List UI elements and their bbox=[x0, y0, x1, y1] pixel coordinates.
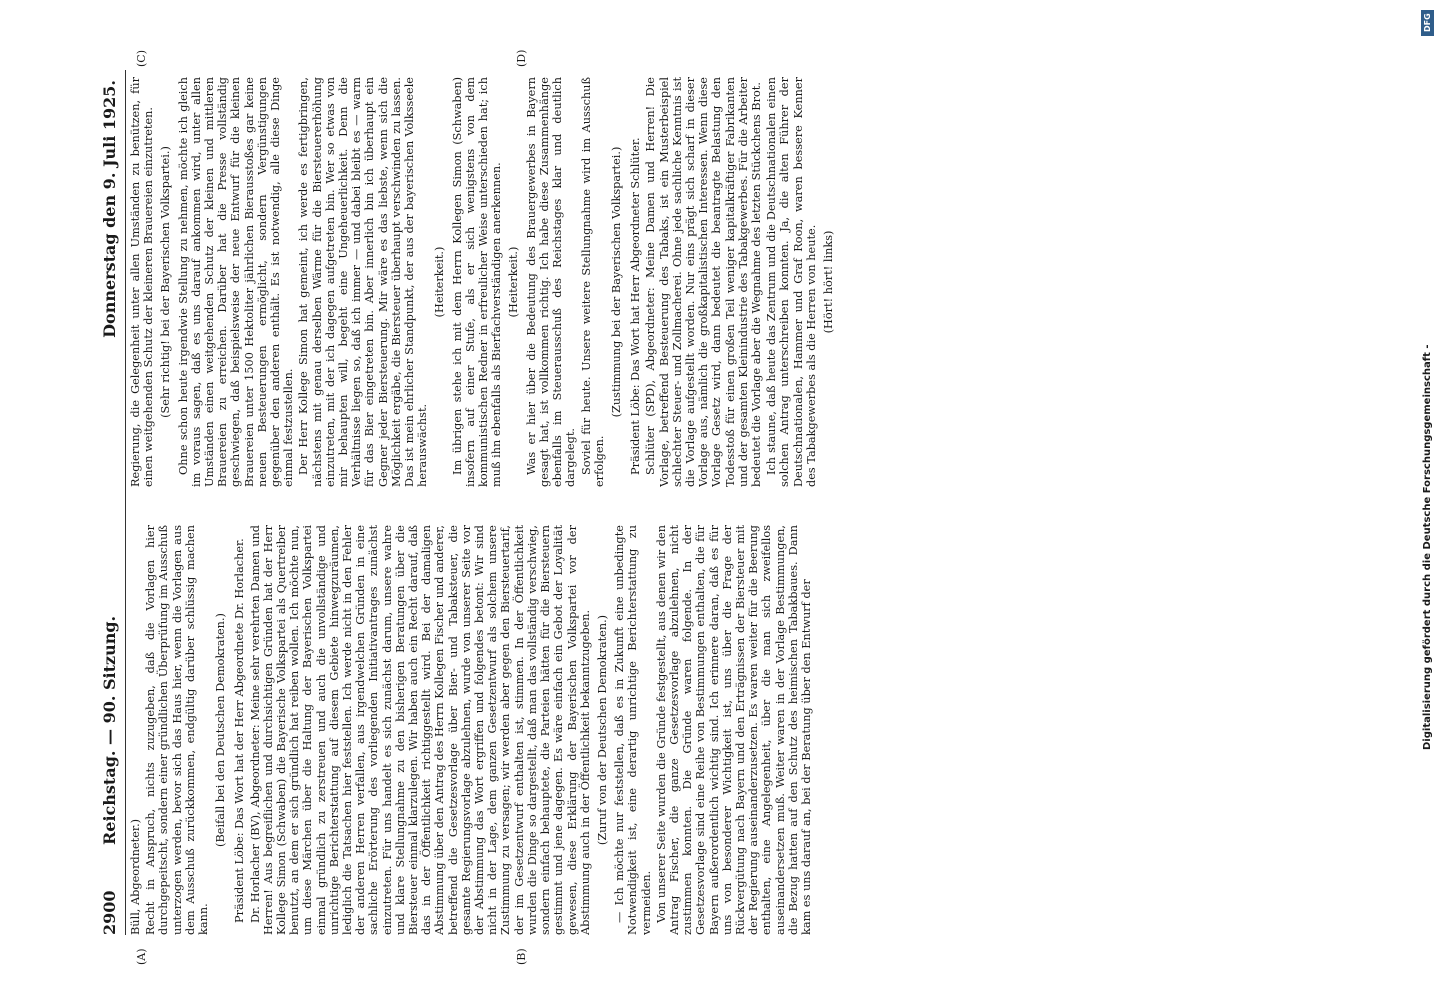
paragraph: Im übrigen stehe ich mit dem Herrn Kollegen Simon (Schwaben) insofern auf einer Stufe, als er sich wenigstens von dem kommunistischen Redner in erfreulicher Weise unterschieden hat; ich muß ihn ebenfalls als Bierfachverständigen anerkennen. bbox=[450, 77, 504, 487]
header-rule bbox=[125, 70, 126, 935]
paragraph: Büll, Abgeordneter.) bbox=[129, 818, 142, 935]
paragraph: Dr. Horlacher (BV), Abgeordneter: Meine sehr verehrten Damen und Herren! Aus begreiflichen und durchsichtigen Gründen hat der Herr Kollege Simon (Schwaben) die Bayerische Volkspartei als Quertreiber benutzt, an dem er sich gründlich hat reiben wollen. Ich möchte nun, um diese Märchen über die Haltung der Bayerischen Volkspartei einmal gründlich zu zerstreuen und auch die unvollständige und unrichtige Berichterstattung auf diesem Gebiete hinwegzuräumen, lediglich die Tatsachen hier feststellen. Ich werde nicht in den Fehler der anderen Herren verfallen, aus irgendwelchen Gründen in eine sachliche Erörterung des vorliegenden Initiativantrages zunächst einzutreten. Für uns handelt es sich zunächst darum, unsere wahre und klare Stellungnahme zu den bisherigen Beratungen über die Biersteuer einmal klarzulegen. Wir haben auch ein Recht darauf, daß das in der Öffentlichkeit richtiggestellt wird. Bei der damaligen Abstimmung über den Antrag des Herrn Kollegen Fischer und anderer, betreffend die Gesetzesvorlage über Bier- und Tabaksteuer, die gesamte Regierungsvorlage abzulehnen, wurde von unserer Seite vor der Abstimmung das Wort ergriffen und folgendes betont: Wir sind nicht in der Lage, dem ganzen Gesetzentwurf als solchem unsere Zustimmung zu versagen; wir werden aber gegen den Biersteuertarif, der im Gesetzentwurf enthalten ist, stimmen. In der Öffentlichkeit wurden die Dinge so dargestellt, daß man das vollständig verschwieg, sondern einfach behauptete, die Parteien hätten für die Biersteuern gestimmt und jene dagegen. Es wäre einfach ein Gebot der Loyalität gewesen, diese Erklärung der Bayerischen Volkspartei vor der Abstimmung auch in der Öffentlichkeit bekanntzugeben. bbox=[248, 525, 592, 935]
paragraph: Regierung, die Gelegenheit unter allen Umständen zu benützen, für einen weitgehenden Schutz der kleineren Brauereien einzutreten. bbox=[129, 77, 156, 487]
header-left: Reichstag. — 90. Sitzung. bbox=[99, 615, 119, 845]
rotated-page bbox=[95, 49, 1365, 965]
paragraph: Recht in Anspruch, nichts zuzugeben, daß die Vorlagen hier durchgepeitscht, sondern einer gründlichen Überprüfung im Ausschuß unterzogen werden, bevor sich das Haus hier, wenn die Vorlagen aus dem Ausschuß zurückkommen, endgültig darüber schlüssig machen kann. bbox=[144, 525, 211, 935]
paragraph: Der Herr Kollege Simon hat gemeint, ich werde es fertigbringen, nächstens mit genau derselben Wärme für die Biersteuererhöhung einzutreten, mit der ich dagegen aufgetreten bin. Wer so etwas von mir behaupten will, begeht eine Ungeheuerlichkeit. Denn die Verhältnisse liegen so, daß ich immer — und dabei bleibt es — warm für das Bier eingetreten bin. Aber innerlich bin ich überhaupt ein Gegner jeder Biersteuerung. Mir wäre es das liebste, wenn sich die Möglichkeit ergäbe, die Biersteuer überhaupt verschwinden zu lassen. Das ist mein ehrlicher Standpunkt, der aus der bayerischen Volksseele herauswächst. bbox=[297, 77, 430, 487]
column-right bbox=[129, 77, 959, 487]
running-header bbox=[95, 70, 123, 935]
paragraph: Von unserer Seite wurden die Gründe festgestellt, aus denen wir den Antrag Fischer, die ganze Gesetzesvorlage abzulehnen, nicht zustimmen konnten. Die Gründe waren folgende. In der Gesetzesvorlage sind eine Reihe von Bestimmungen enthalten, die für Bayern außerordentlich wichtig sind. Ich erinnere daran, daß es für uns von besonderer Wichtigkeit ist, uns über die Frage der Rückvergütung nach Bayern und den Erträgnissen der Biersteuer mit der Regierung auseinanderzusetzen. Es waren weiter für die Beerung enthalten, eine Angelegenheit, über die man sich zweifellos auseinandersetzen muß. Weiter waren in der Vorlage Bestimmungen, die Bezug hatten auf den Schutz des heimischen Tabakbaues. Dann kam es uns darauf an, bei der Beratung über den Entwurf der bbox=[654, 525, 813, 935]
interjection: (Hört! hört! links) bbox=[821, 230, 835, 334]
margin-marker-d: (D) bbox=[515, 49, 528, 67]
header-right: Donnerstag den 9. Juli 1925. bbox=[99, 80, 119, 338]
digitization-credit: Digitalisierung gefördert durch die Deutsche Forschungsgemeinschaft - bbox=[1421, 344, 1433, 750]
paragraph: Was er hier über die Bedeutung des Brauergewerbes in Bayern gesagt hat, ist vollkommen richtig. Ich habe diese Zusammenhänge ebenfalls im Steuerausschuß des Reichstages klar und deutlich dargelegt. bbox=[524, 77, 578, 487]
interjection: (Beifall bei den Deutschen Demokraten.) bbox=[214, 613, 228, 847]
paragraph: Ohne schon heute irgendwie Stellung zu nehmen, möchte ich gleich im voraus sagen, daß es uns darauf ankommen wird, unter allen Umständen einen weitgehenden Schutz der kleinen und mittleren Brauereien zu erreichen. Darüber hat die Presse vollständig geschwiegen, daß beispielsweise der neue Entwurf für die kleinen Brauereien unter 1500 Hektoliter jährlichen Bierausstoßes gar keine neuen Besteuerungen ermöglicht, sondern Vergünstigungen gegenüber den anderen enthält. Es ist notwendig, alle diese Dinge einmal festzustellen. bbox=[176, 77, 296, 487]
margin-marker-c: (C) bbox=[135, 50, 148, 67]
paragraph: Ich staune, daß heute das Zentrum und die Deutschnationalen einen solchen Antrag unterschreiben konnten. Ja, die alten Führer der Deutschnationalen, Hammer und Graf Roon, waren bessere Kenner des Tabakgewerbes als die Herren von heute. bbox=[765, 77, 818, 487]
speaker-paragraph: Präsident Löbe: Das Wort hat der Herr Abgeordnete Dr. Horlacher. bbox=[233, 538, 247, 923]
interjection: (Sehr richtig! bei der Bayerischen Volkspartei.) bbox=[159, 146, 173, 418]
interjection: (Heiterkeit.) bbox=[433, 246, 447, 318]
dfg-logo: DFG bbox=[1421, 10, 1434, 36]
margin-marker-b: (B) bbox=[515, 948, 528, 965]
page-number: 2900 bbox=[99, 890, 119, 935]
interjection: (Zustimmung bei der Bayerischen Volkspartei.) bbox=[609, 146, 623, 418]
interjection: (Heiterkeit.) bbox=[507, 246, 521, 318]
column-left bbox=[129, 525, 959, 935]
interjection: (Zuruf von der Deutschen Demokraten.) bbox=[595, 614, 609, 846]
margin-marker-a: (A) bbox=[135, 948, 148, 965]
paragraph: Soviel für heute. Unsere weitere Stellungnahme wird im Ausschuß erfolgen. bbox=[579, 77, 606, 487]
paragraph: Schlüter (SPD), Abgeordneter: Meine Damen und Herren! Die Vorlage, betreffend Besteuerung des Tabaks, ist ein Musterbeispiel schlechter Steuer- und Zollmacherei. Ohne jede sachliche Kenntnis ist die Vorlage aufgestellt worden. Nur eins prägt sich scharf in dieser Vorlage aus, nämlich die großkapitalistischen Interessen. Wenn diese Vorlage Gesetz wird, dann bedeutet die beantragte Belastung den Todesstoß für einen großen Teil weniger kapitalkräftiger Fabrikanten und der gesamten Kleinindustrie des Tabakgewerbes. Für die Arbeiter bedeutet die Vorlage aber die Wegnahme des letzten Stückchens Brot. bbox=[644, 77, 763, 487]
speaker-paragraph: Präsident Löbe: Das Wort hat Herr Abgeordneter Schlüter. bbox=[629, 137, 643, 475]
paragraph: — Ich möchte nur feststellen, daß es in Zukunft eine unbedingte Notwendigkeit ist, eine derartig unrichtige Berichterstattung zu vermeiden. bbox=[613, 525, 653, 935]
